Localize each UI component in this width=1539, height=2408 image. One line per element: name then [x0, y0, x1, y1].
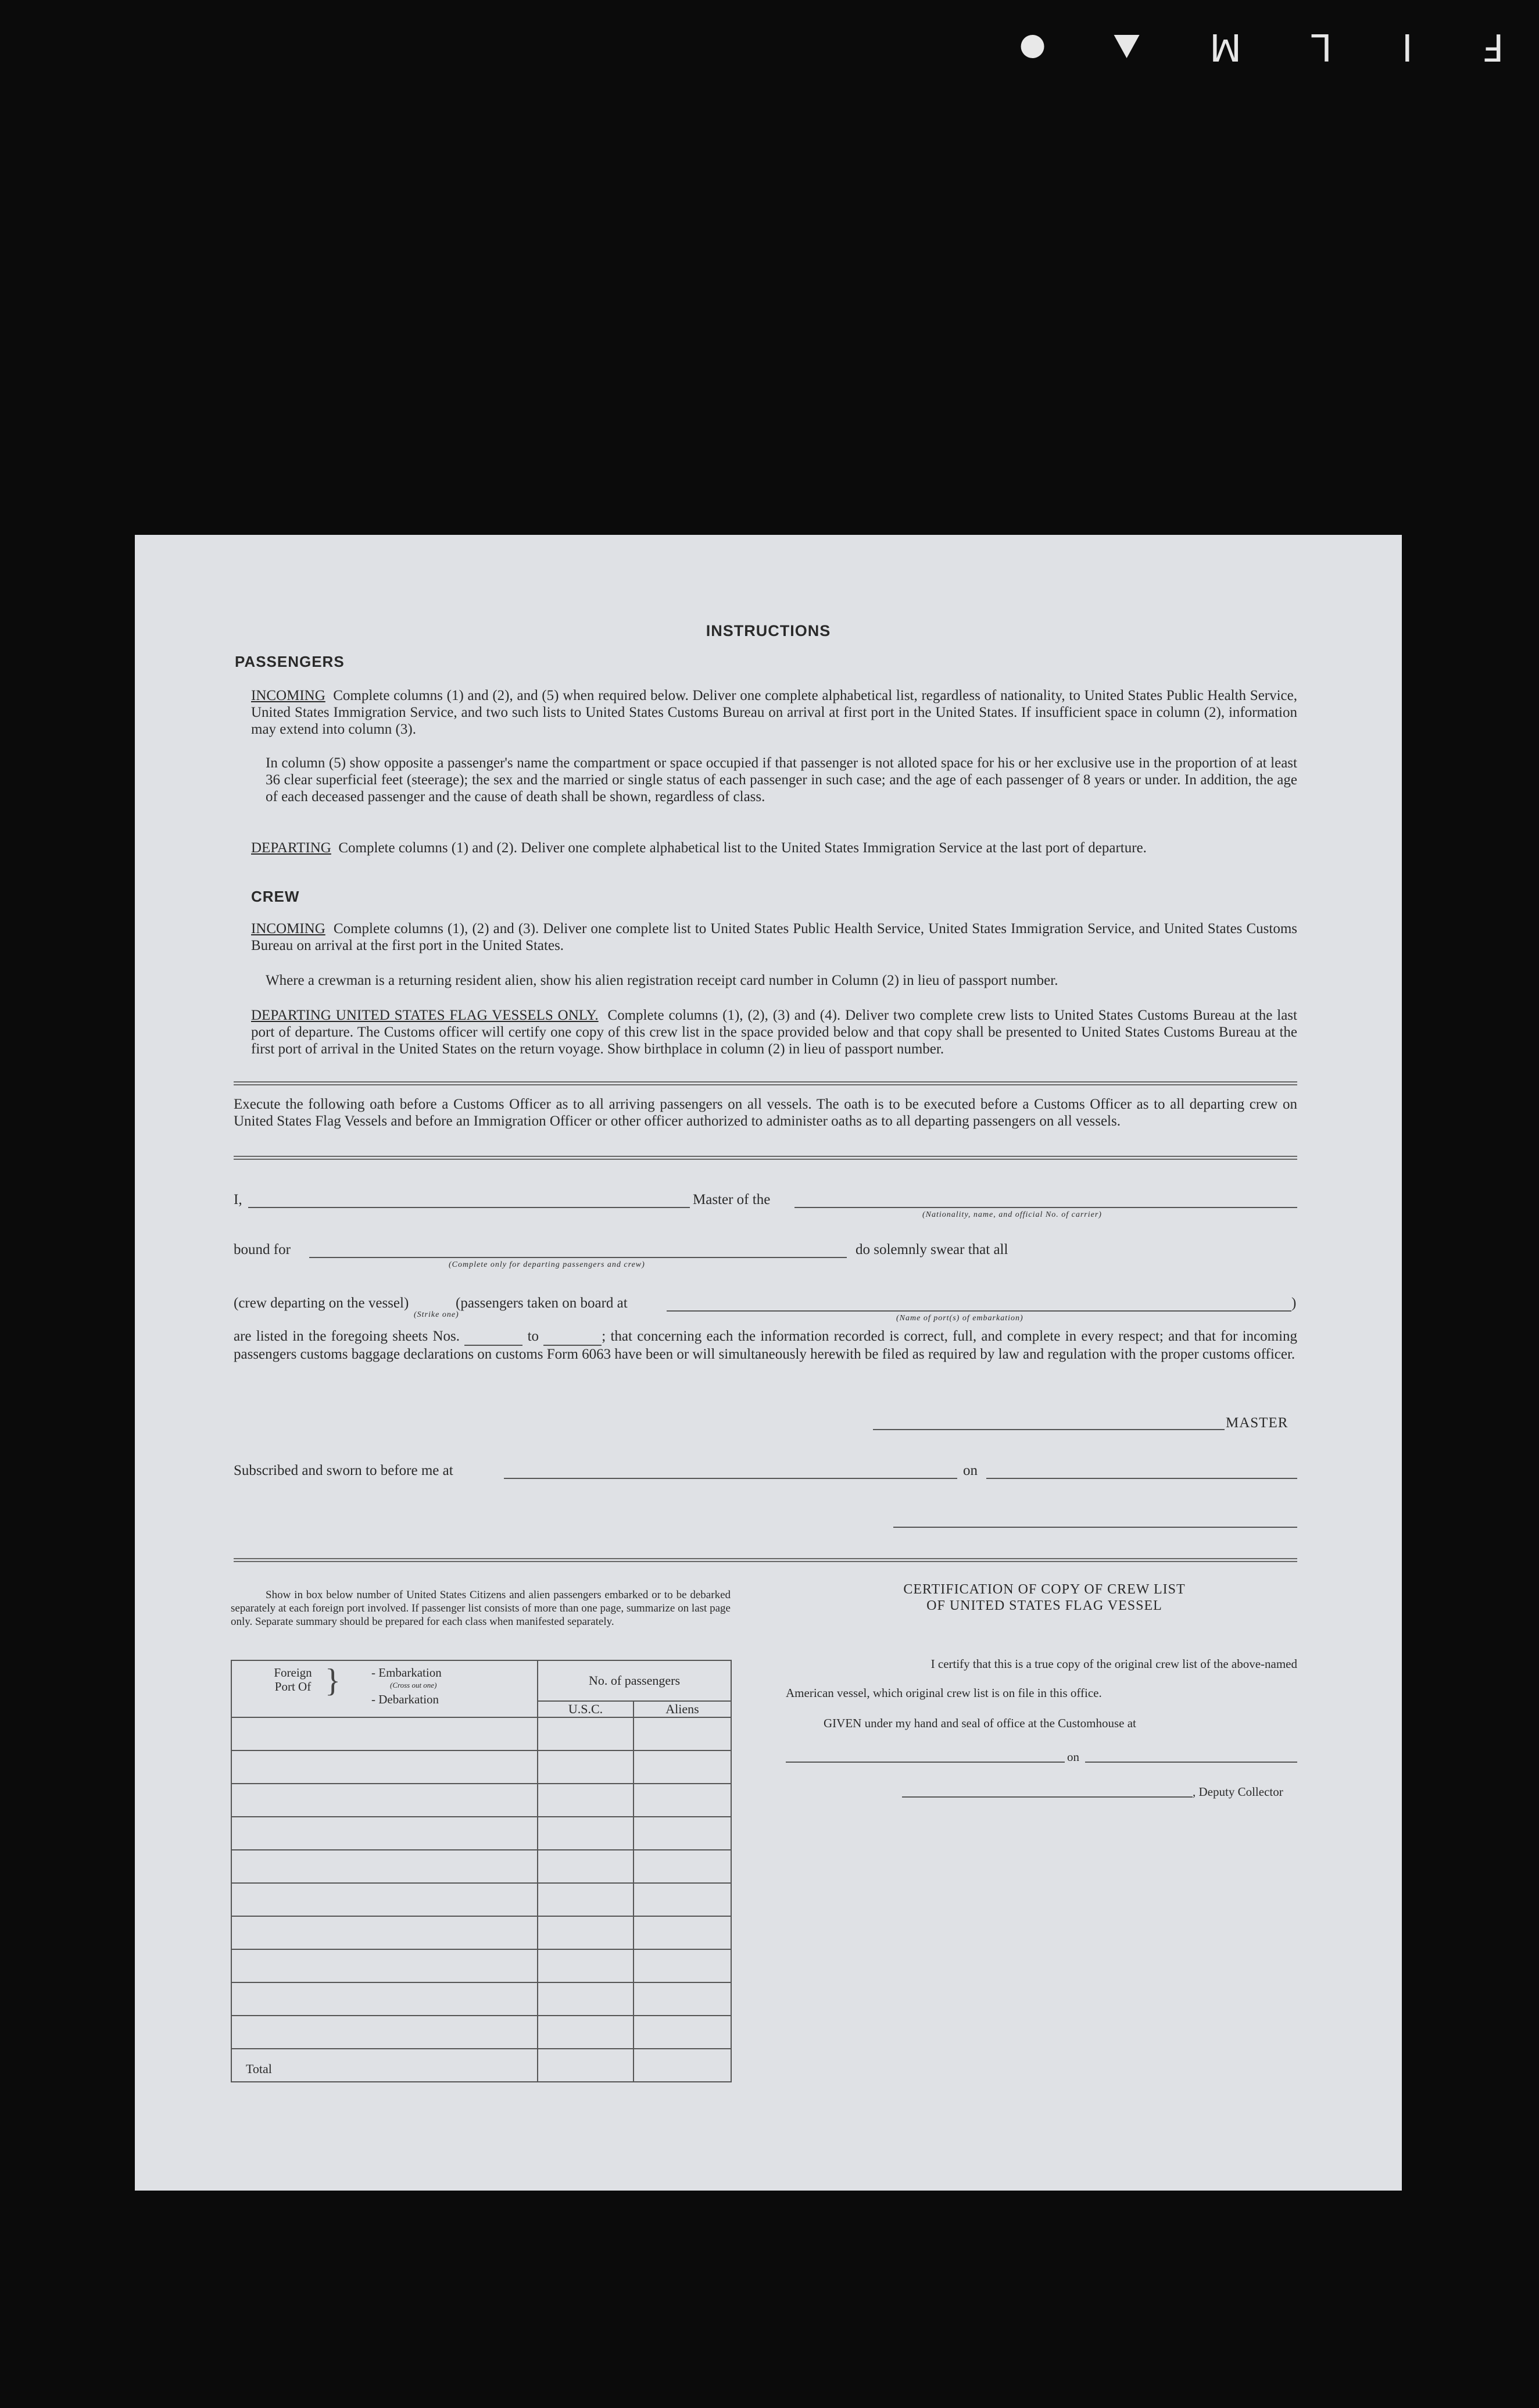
usc-total-cell[interactable] [538, 2049, 634, 2082]
embarkation-label: - Embarkation [371, 1666, 442, 1680]
passengers-taken-option[interactable]: (passengers taken on board at [456, 1295, 628, 1311]
bound-for-hint: (Complete only for departing passengers and crew) [449, 1260, 645, 1269]
carrier-field[interactable] [794, 1207, 1297, 1208]
crew-departing-text: Complete columns (1), (2), (3) and (4). Deliver two complete crew lists to United States Customs Bureau at the last port of departure. The Customs officer will certify one copy of this crew list in the space provided below and that copy shall be presented to United States Customs Bureau at the first port of arrival in the United States on the return voyage. Show birthplace in column (2) in lieu of passport number. [251, 1007, 1297, 1057]
usc-cell[interactable] [538, 1850, 634, 1883]
usc-cell[interactable] [538, 1817, 634, 1850]
port-cell[interactable] [231, 1949, 538, 1982]
film-strip-marks [1021, 23, 1504, 70]
no-passengers-header: No. of passengers [538, 1660, 731, 1701]
port-cell[interactable] [231, 2016, 538, 2049]
ports-hint: (Name of port(s) of embarkation) [896, 1314, 1023, 1323]
lower-divider [234, 1558, 1297, 1562]
oath-intro: Execute the following oath before a Customs Officer as to all arriving passengers on all vessels. The oath is to be executed before a Customs Officer as to all departing crew on United States Flag Vessels and before an Immigration Officer or other officer authorized to administer oaths as to all departing passengers on all vessels. [234, 1096, 1297, 1129]
usc-cell[interactable] [538, 1949, 634, 1982]
section-divider [234, 1081, 1297, 1085]
aliens-cell[interactable] [634, 1982, 731, 2016]
crew-incoming-label: INCOMING [251, 921, 325, 937]
form-page [135, 535, 1402, 2191]
usc-cell[interactable] [538, 1883, 634, 1916]
film-letter-m: M [1209, 25, 1242, 68]
certify-line1: I certify that this is a true copy of the original crew list of the above-named [930, 1657, 1297, 1671]
port-cell[interactable] [231, 1717, 538, 1750]
total-label: Total [231, 2049, 538, 2082]
passengers-departing-text: Complete columns (1) and (2). Deliver one complete alphabetical list to the United States Immigration Service at the last port of departure. [338, 840, 1147, 856]
listed-in-label: are listed in the foregoing sheets Nos. [234, 1328, 460, 1344]
aliens-cell[interactable] [634, 1750, 731, 1784]
cross-out-hint: (Cross out one) [390, 1681, 437, 1689]
deputy-signature-field[interactable] [902, 1796, 1193, 1798]
sheet-from-field[interactable] [464, 1328, 522, 1346]
dot-marker-icon [1021, 35, 1044, 58]
usc-cell[interactable] [538, 1916, 634, 1949]
aliens-cell[interactable] [634, 1784, 731, 1817]
customhouse-field[interactable] [786, 1762, 1065, 1763]
passengers-departing-paragraph [251, 839, 1297, 856]
swear-text: do solemnly swear that all [856, 1242, 1008, 1257]
triangle-marker-icon [1114, 35, 1140, 58]
crew-departing-paragraph [251, 1007, 1297, 1057]
close-paren: ) [1291, 1295, 1297, 1311]
usc-cell[interactable] [538, 1717, 634, 1750]
cert-on-label: on [1067, 1750, 1079, 1764]
deputy-collector-label: , Deputy Collector [1193, 1785, 1283, 1799]
port-cell[interactable] [231, 1750, 538, 1784]
certification-title-line2: OF UNITED STATES FLAG VESSEL [926, 1598, 1162, 1613]
passengers-incoming-label: INCOMING [251, 688, 325, 703]
aliens-cell[interactable] [634, 1850, 731, 1883]
usc-cell[interactable] [538, 1784, 634, 1817]
summary-note: Show in box below number of United States Citizens and alien passengers embarked or to be debarked separately at each foreign port involved. If passenger list consists of more than one page, summarize on last page only. Separate summary should be prepared for each class when manifested separately. [231, 1589, 731, 1628]
aliens-cell[interactable] [634, 1883, 731, 1916]
certification-title [792, 1581, 1297, 1614]
oath-divider [234, 1156, 1297, 1160]
passengers-departing-label: DEPARTING [251, 840, 331, 856]
passenger-summary-table [231, 1660, 732, 2082]
aliens-cell[interactable] [634, 1717, 731, 1750]
port-cell[interactable] [231, 1784, 538, 1817]
oath-i-label: I, [234, 1192, 242, 1207]
sworn-place-field[interactable] [504, 1478, 957, 1479]
aliens-cell[interactable] [634, 1817, 731, 1850]
strike-one-hint: (Strike one) [414, 1310, 459, 1319]
crew-heading: CREW [251, 888, 300, 905]
aliens-cell[interactable] [634, 1916, 731, 1949]
instructions-title: INSTRUCTIONS [706, 622, 831, 639]
film-letter-i: I [1402, 25, 1413, 68]
passengers-heading: PASSENGERS [235, 653, 345, 670]
usc-cell[interactable] [538, 1750, 634, 1784]
passengers-column5-paragraph: In column (5) show opposite a passenger's name the compartment or space occupied if that passenger is not alloted space for his or her exclusive use in the proportion of at least 36 clear superficial feet (steerage); the sex and the married or single status of each passenger in such case; and the age of each passenger of 8 years or under. In addition, the age of each deceased passenger and the cause of death shall be shown, regardless of class. [266, 755, 1297, 805]
cert-date-field[interactable] [1085, 1762, 1297, 1763]
oath-body-text: ; that concerning each the information recorded is correct, full, and complete in every respect; and that for incoming passengers customs baggage declarations on customs Form 6063 have been or will simultaneously herewith be filed as required by law and regulation with the proper customs officer. [234, 1328, 1298, 1362]
crew-incoming-text: Complete columns (1), (2) and (3). Deliver one complete list to United States Public Health Service, United States Immigration Service, and United States Customs Bureau on arrival at the first port in the United States. [251, 921, 1297, 953]
sworn-on-label: on [963, 1463, 978, 1478]
crew-departing-label: DEPARTING UNITED STATES FLAG VESSELS ONLY. [251, 1007, 599, 1023]
subscribed-label: Subscribed and sworn to before me at [234, 1463, 453, 1478]
to-label: to [527, 1328, 539, 1344]
port-cell[interactable] [231, 1916, 538, 1949]
bound-for-label: bound for [234, 1242, 291, 1257]
carrier-hint: (Nationality, name, and official No. of carrier) [922, 1210, 1102, 1219]
port-cell[interactable] [231, 1883, 538, 1916]
crew-incoming-paragraph [251, 920, 1297, 954]
sheet-to-field[interactable] [543, 1328, 602, 1346]
port-cell[interactable] [231, 1850, 538, 1883]
passengers-incoming-paragraph [251, 687, 1297, 738]
usc-cell[interactable] [538, 1982, 634, 2016]
usc-header: U.S.C. [538, 1701, 634, 1717]
debarkation-label: - Debarkation [371, 1692, 439, 1706]
bound-for-field[interactable] [309, 1257, 847, 1258]
master-signature-field[interactable] [873, 1429, 1225, 1430]
port-header-cell [231, 1660, 538, 1717]
film-letter-l: L [1311, 25, 1333, 68]
certify-line2: American vessel, which original crew list is on file in this office. [786, 1686, 1102, 1700]
film-letter-f: F [1483, 25, 1504, 68]
given-text: GIVEN under my hand and seal of office at the Customhouse at [824, 1716, 1136, 1730]
officer-signature-field[interactable] [893, 1527, 1297, 1528]
certification-title-line1: CERTIFICATION OF COPY OF CREW LIST [903, 1582, 1186, 1597]
aliens-cell[interactable] [634, 2016, 731, 2049]
master-signature-label: MASTER [1226, 1415, 1289, 1431]
crew-resident-paragraph: Where a crewman is a returning resident alien, show his alien registration receipt card number in Column (2) in lieu of passport number. [266, 973, 1058, 988]
aliens-header: Aliens [634, 1701, 731, 1717]
port-cell[interactable] [231, 1982, 538, 2016]
ports-field[interactable] [667, 1310, 1291, 1312]
aliens-total-cell[interactable] [634, 2049, 731, 2082]
oath-body [234, 1328, 1297, 1363]
crew-departing-option[interactable]: (crew departing on the vessel) [234, 1295, 409, 1311]
aliens-cell[interactable] [634, 1949, 731, 1982]
usc-cell[interactable] [538, 2016, 634, 2049]
master-of-the-label: Master of the [693, 1192, 771, 1207]
sworn-date-field[interactable] [986, 1478, 1297, 1479]
port-cell[interactable] [231, 1817, 538, 1850]
master-name-field[interactable] [248, 1207, 690, 1208]
brace-icon: } [325, 1663, 341, 1699]
foreign-port-label: Foreign Port Of [274, 1666, 312, 1694]
passengers-incoming-text: Complete columns (1) and (2), and (5) when required below. Deliver one complete alphabetical list, regardless of nationality, to United States Public Health Service, United States Immigration Service, and two such lists to United States Customs Bureau on arrival at first port in the United States. If insufficient space in column (2), information may extend into column (3). [251, 688, 1298, 737]
